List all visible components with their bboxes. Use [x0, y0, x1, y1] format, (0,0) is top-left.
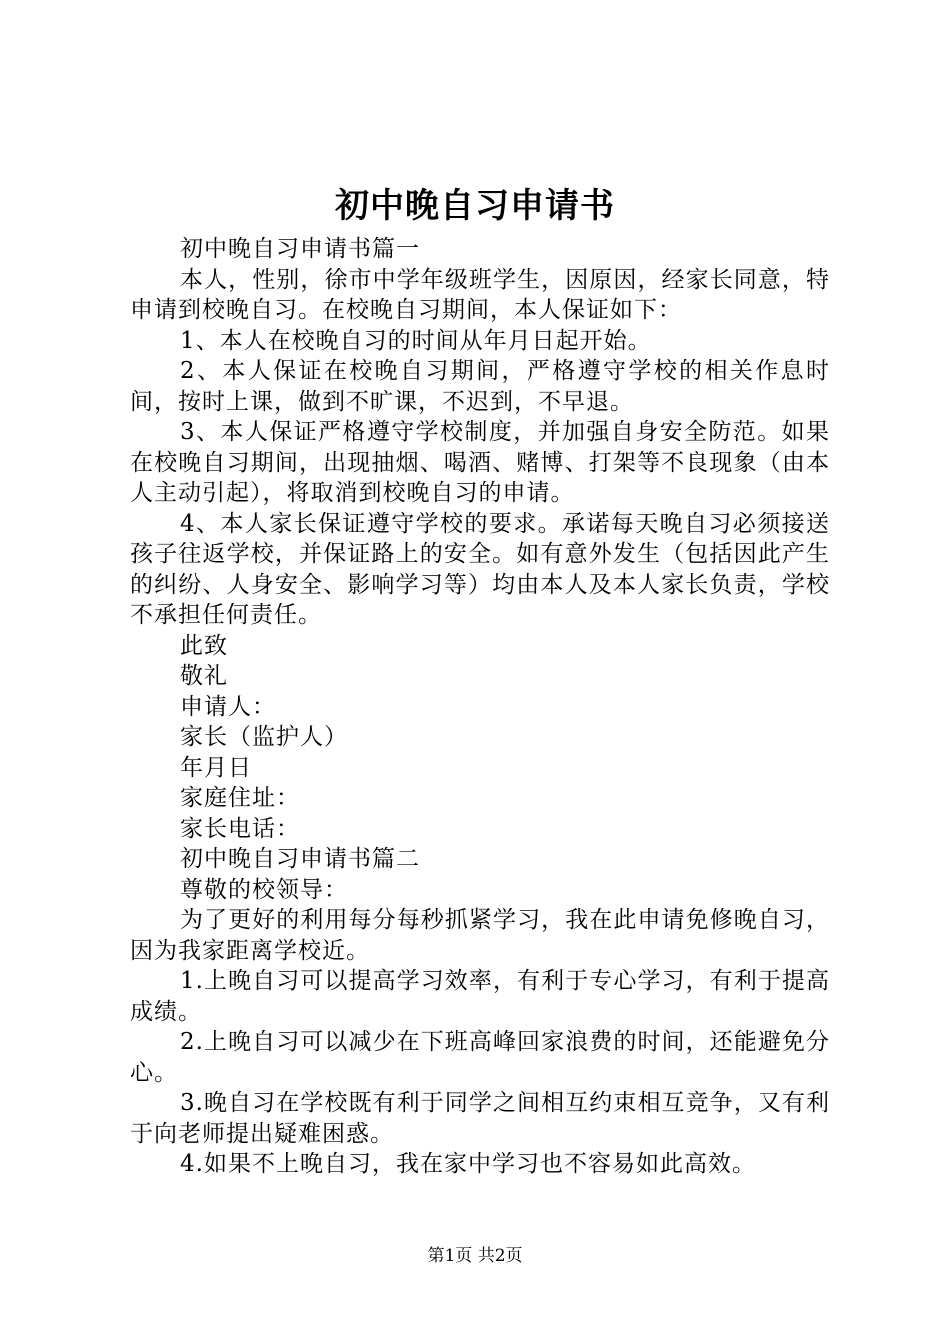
closing-salutation: 此致 — [180, 632, 228, 659]
page-number-footer: 第1页 共2页 — [427, 1246, 523, 1266]
document-title: 初中晚自习申请书 — [335, 186, 615, 226]
paragraph-item-1: 1、本人在校晚自习的时间从年月日起开始。 — [180, 327, 652, 354]
closing-regards: 敬礼 — [180, 663, 228, 689]
paragraph-item-4: 4、本人家长保证遵守学校的要求。承诺每天晚自习必须接送孩子往返学校，并保证路上的安全。如有意外发生（包括因此产生的纠纷、人身安全、影响学习等）均由本人及本人家长负责，学校不承担任何责任。 — [130, 510, 830, 628]
applicant-line: 申请人： — [180, 693, 276, 720]
section-heading-1: 初中晚自习申请书篇一 — [180, 236, 420, 262]
paragraph-reason-1: 1.上晚自习可以提高学习效率，有利于专心学习，有利于提高成绩。 — [130, 968, 830, 1025]
document-body — [130, 234, 830, 1180]
paragraph-intro: 本人，性别，徐市中学年级班学生，因原因，经家长同意，特申请到校晚自习。在校晚自习期间，本人保证如下： — [130, 266, 830, 323]
guardian-line: 家长（监护人） — [180, 724, 348, 750]
address-line: 家庭住址： — [180, 785, 300, 811]
section-heading-2: 初中晚自习申请书篇二 — [180, 846, 420, 872]
paragraph-reason-3: 3.晚自习在学校既有利于同学之间相互约束相互竞争，又有利于向老师提出疑难困惑。 — [130, 1090, 830, 1147]
phone-line: 家长电话： — [180, 815, 300, 842]
greeting-line: 尊敬的校领导： — [180, 876, 348, 903]
paragraph-reason-2: 2.上晚自习可以减少在下班高峰回家浪费的时间，还能避免分心。 — [130, 1029, 830, 1086]
date-line: 年月日 — [180, 754, 252, 781]
paragraph-item-3: 3、本人保证严格遵守学校制度，并加强自身安全防范。如果在校晚自习期间，出现抽烟、喝酒、赌博、打架等不良现象（由本人主动引起），将取消到校晚自习的申请。 — [130, 419, 830, 506]
paragraph-reason-4: 4.如果不上晚自习，我在家中学习也不容易如此高效。 — [180, 1151, 756, 1177]
paragraph-item-2: 2、本人保证在校晚自习期间，严格遵守学校的相关作息时间，按时上课，做到不旷课，不迟到，不早退。 — [130, 358, 830, 415]
paragraph-request: 为了更好的利用每分每秒抓紧学习，我在此申请免修晚自习，因为我家距离学校近。 — [130, 907, 830, 964]
